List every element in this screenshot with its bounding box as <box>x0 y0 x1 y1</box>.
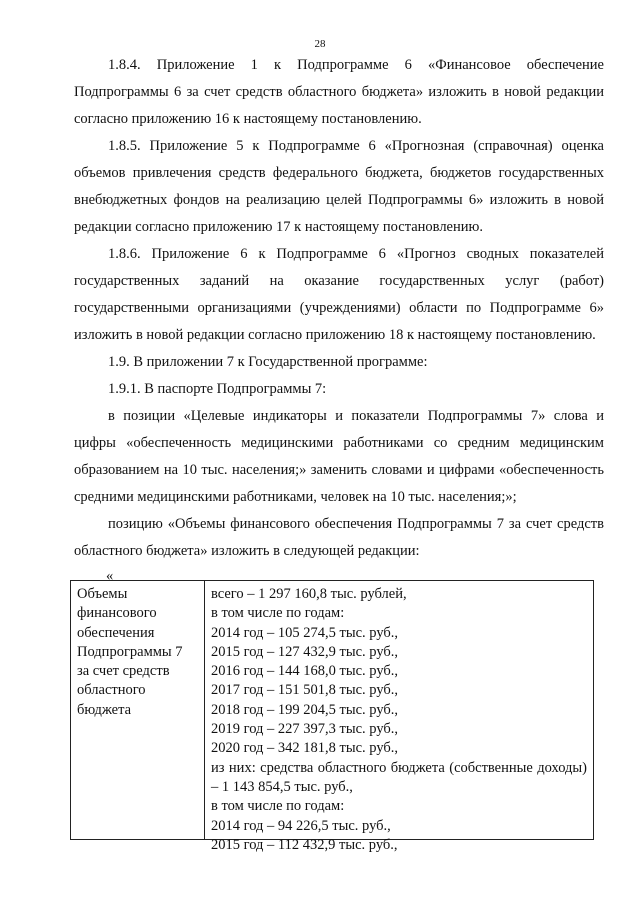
label-line: за счет средств <box>77 663 170 680</box>
paragraph-target-indicators: в позиции «Целевые индикаторы и показатели Подпрограммы 7» слова и цифры «обеспеченность медицинскими работниками со средним медицинским образованием на 10 тыс. населения;» заменить словами и цифрами «обеспеченность средними медицинскими работниками, человек на 10 тыс. населения;»; <box>74 408 604 505</box>
value-line: 2014 год – 105 274,5 тыс. руб., <box>211 624 399 641</box>
paragraph-financing-position: позицию «Объемы финансового обеспечения Подпрограммы 7 за счет средств областного бюджета» изложить в следующей редакции: <box>74 516 604 559</box>
label-line: Объемы <box>77 586 128 602</box>
label-line: финансового <box>77 605 157 622</box>
value-line: 2019 год – 227 397,3 тыс. руб., <box>211 721 399 738</box>
value-line: 2015 год – 112 432,9 тыс. руб., <box>211 836 398 853</box>
value-line: в том числе по годам: <box>211 605 345 622</box>
table-label-cell <box>71 581 205 839</box>
value-own-revenue: из них: средства областного бюджета (собственные доходы) – 1 143 854,5 тыс. руб., <box>211 759 587 795</box>
opening-quote: « <box>106 568 114 584</box>
paragraph-1-8-6: 1.8.6. Приложение 6 к Подпрограмме 6 «Прогноз сводных показателей государственных заданий на оказание государственных услуг (работ) государственными организациями (учреждениями) области по Подпрограмме 6» изложить в новой редакции согласно приложению 18 к настоящему постановлению. <box>74 246 604 343</box>
value-line: в том числе по годам: <box>211 798 345 815</box>
value-line: 2017 год – 151 501,8 тыс. руб., <box>211 682 399 699</box>
paragraph-1-8-4: 1.8.4. Приложение 1 к Подпрограмме 6 «Финансовое обеспечение Подпрограммы 6 за счет средств областного бюджета» изложить в новой редакции согласно приложению 16 к настоящему постановлению. <box>74 57 604 127</box>
page-number: 28 <box>314 38 326 50</box>
label-line: бюджета <box>77 701 132 718</box>
value-line: всего – 1 297 160,8 тыс. рублей, <box>211 586 407 602</box>
value-line: 2014 год – 94 226,5 тыс. руб., <box>211 817 391 834</box>
financing-table <box>70 580 594 853</box>
paragraph-1-9-1: 1.9.1. В паспорте Подпрограммы 7: <box>108 381 327 397</box>
value-line: 2015 год – 127 432,9 тыс. руб., <box>211 643 399 660</box>
value-line: 2016 год – 144 168,0 тыс. руб., <box>211 663 399 680</box>
paragraph-1-9: 1.9. В приложении 7 к Государственной программе: <box>108 354 428 370</box>
table-value-cell <box>205 581 593 853</box>
label-line: обеспечения <box>77 624 155 641</box>
document-body <box>74 52 604 565</box>
label-line: Подпрограммы 7 <box>77 643 183 660</box>
value-line: 2018 год – 199 204,5 тыс. руб., <box>211 701 399 718</box>
paragraph-1-8-5: 1.8.5. Приложение 5 к Подпрограмме 6 «Прогнозная (справочная) оценка объемов привлечения средств федерального бюджета, бюджетов государственных внебюджетных фондов на реализацию целей Подпрограммы 6» изложить в новой редакции согласно приложению 17 к настоящему постановлению. <box>74 138 604 235</box>
value-line: 2020 год – 342 181,8 тыс. руб., <box>211 740 399 757</box>
label-line: областного <box>77 682 146 699</box>
